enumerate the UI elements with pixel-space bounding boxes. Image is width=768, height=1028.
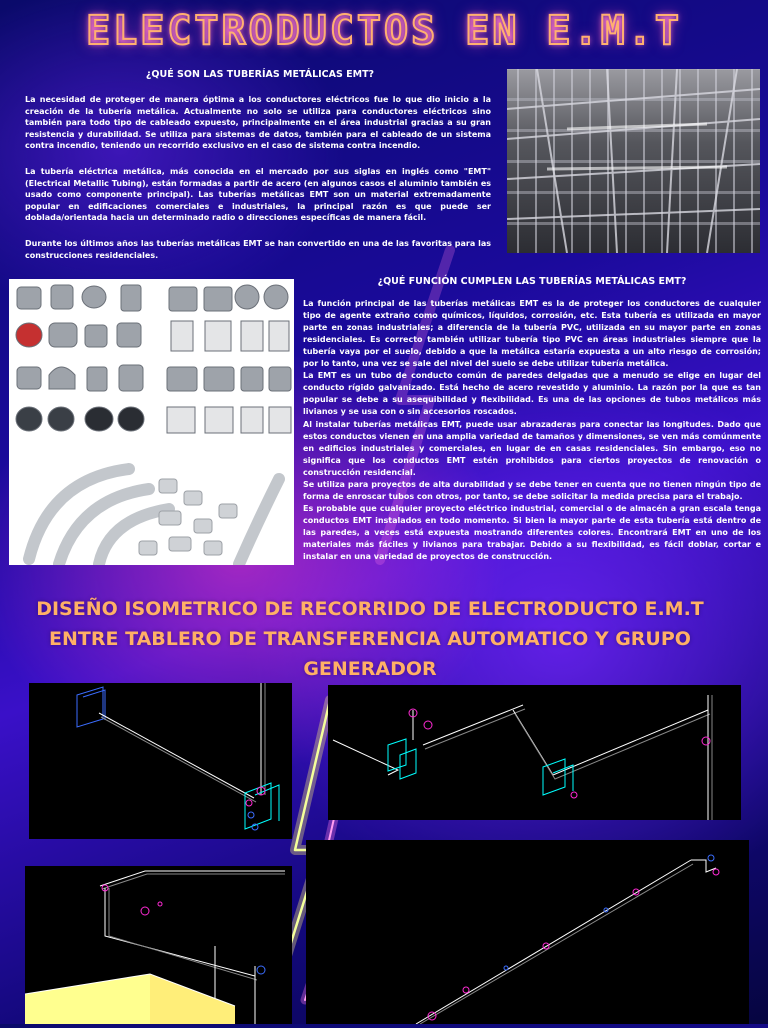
section1-heading: ¿QUÉ SON LAS TUBERÍAS METÁLICAS EMT? [145,69,375,80]
section2-heading: ¿QUÉ FUNCIÓN CUMPLEN LAS TUBERÍAS METÁLICAS EMT? [377,276,687,287]
section2-paragraph-3: Al instalar tuberías metálicas EMT, puede usar abrazaderas para conectar las longitudes. Dado que estos conductos vienen en una amplia variedad de tamaños y dimensiones, se ven más comúnmente en edificios industriales y comerciales, en lugar de en casas residenciales. Sin embargo, eso no significa que los conductos EMT estén prohibidos para ciertos proyectos de renovación o construcción residencial. [303,420,761,477]
fittings-illustration [9,279,294,565]
cad-isometric-3 [25,866,292,1024]
cad-drawing-4 [306,840,749,1024]
section1-paragraph-1: La necesidad de proteger de manera óptima a los conductores eléctricos fue lo que dio inicio a la creación de la tubería metálica. Actualmente no solo se utiliza para conductores eléctricos sino también para todo tipo de cableado expuesto, principalmente en el área industrial gracias a su gran resistencia y durabilidad. Se utiliza para sistemas de datos, también para el cableado de un sistema contra incendio, teniendo un recorrido exclusivo en el caso de sistema contra incendio. [25,95,491,151]
conduit-lines-graphic [507,69,760,253]
design-heading-line-2: ENTRE TABLERO DE TRANSFERENCIA AUTOMATICO Y GRUPO [49,628,691,650]
section2-paragraph-1: La función principal de las tuberías metálicas EMT es la de proteger los conductores de cualquier tipo de agente extraño como químicos, líquidos, corrosión, etc. Esta tubería es utilizada en mayor parte en zonas industriales; a diferencia de la tubería PVC, utilizada en su mayor parte en zonas residenciales. Es correcto también utilizar tubería tipo PVC en áreas industriales siempre que la tubería vaya por el suelo, debido a que la metálica estaría expuesta a un alto riesgo de corrosión; por lo tanto, una vez se sale del nivel del suelo se debe utilizar tubería metálica. [303,299,761,368]
section2-paragraph-5: Es probable que cualquier proyecto eléctrico industrial, comercial o de almacén a gran escala tenga conductos EMT instalados en todo momento. Si bien la mayor parte de esta tubería está dentro de las paredes, a veces está expuesta mostrando diferentes colores. Encontrará EMT en uno de los materiales más fáciles y livianos para trabajar. Debido a su flexibilidad, es fácil doblar, cortar e instalar en una variedad de proyectos de construcción. [303,504,761,561]
cad-drawing-1 [29,683,292,839]
emt-fittings-catalog-photo [9,279,294,565]
section1-paragraph-3: Durante los últimos años las tuberías metálicas EMT se han convertido en una de las favoritas para las construcciones residenciales. [25,239,491,260]
cad-drawing-3 [25,866,292,1024]
design-heading-line-3: GENERADOR [303,658,437,680]
cad-isometric-1 [29,683,292,839]
section1-paragraph-2: La tubería eléctrica metálica, más conocida en el mercado por sus siglas en inglés como "EMT" (Electrical Metallic Tubing), están formadas a partir de acero (en algunos casos el aluminio también es usado como componente principal). Las tuberías metálicas EMT son un material extremadamente popular en edificaciones comerciales e industriales, la principal razón es que puede ser doblada/orientada hacia un determinado radio o direcciones específicas de manera fácil. [25,167,491,223]
design-heading-line-1: DISEÑO ISOMETRICO DE RECORRIDO DE ELECTRODUCTO E.M.T [36,598,704,620]
cad-isometric-2 [328,685,741,820]
cad-drawing-2 [328,685,741,820]
page-title: ELECTRODUCTOS EN E.M.T [86,8,682,54]
cad-isometric-4 [306,840,749,1024]
emt-conduit-ceiling-photo [507,69,760,253]
section2-paragraph-4: Se utiliza para proyectos de alta durabilidad y se debe tener en cuenta que no tienen ningún tipo de forma de enroscar tubos con otros, por tanto, se debe solicitar la medida precisa para el trabajo. [303,480,761,501]
section2-paragraph-2: La EMT es un tubo de conducto común de paredes delgadas que a menudo se elige en lugar del conducto rígido galvanizado. Está hecho de acero revestido y aluminio. La razón por la que es tan popular se debe a su asequibilidad y flexibilidad. Es una de las opciones de tubos metálicos más livianos y se usa con o sin accesorios roscados. [303,371,761,416]
isometric-design-heading [20,594,720,684]
